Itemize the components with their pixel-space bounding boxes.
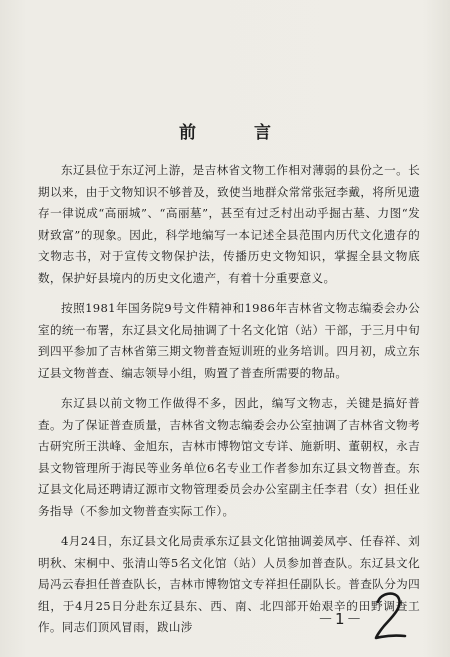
page-number: －1－ xyxy=(318,610,364,628)
paragraph-4: 4月24日，东辽县文化局责承东辽县文化馆抽调姜凤亭、任春祥、刘明秋、宋桐中、张清山等5名文化馆（站）人员参加普查队。东辽县文化局冯云春担任普查队长，吉林市博物馆文专祥担任副队长。普查队分为四组，于4月25日分赴东辽县东、西、南、北四部开始艰辛的田野调查工作。同志们顶风冒雨，跋山涉 xyxy=(38,534,420,634)
page-title: 前言 xyxy=(179,123,329,143)
paragraph-3: 东辽县以前文物工作做得不多，因此，编写文物志，关键是搞好普查。为了保证普查质量，吉林省文物志编委会办公室抽调了吉林省文物考古研究所王洪峰、金旭东，吉林市博物馆文专详、施新明、董朝权，永吉县文物管理所于海民等业务单位6名专业工作者参加东辽县文物普查。东辽县文化局还聘请辽源市文物管理委员会办公室副主任李君（女）担任业务指导（不参加文物普查实际工作）。 xyxy=(38,396,420,518)
body-text xyxy=(38,160,420,648)
paragraph-2: 按照1981年国务院9号文件精神和1986年吉林省文物志编委会办公室的统一布署，东辽县文化局抽调了十名文化馆（站）干部，于三月中旬到四平参加了吉林省第三期文物普查短训班的业务培训。四月初，成立东辽县文物普查、编志领导小组，购置了普查所需要的物品。 xyxy=(38,301,420,380)
paragraph-1: 东辽县位于东辽河上游，是吉林省文物工作相对薄弱的县份之一。长期以来，由于文物知识不够普及，致使当地群众常常张冠李戴，将所见遗存一律说成“高丽城”、“高丽墓”，甚至有过乏村出动乎掘古墓、力图“发财致富”的现象。因此，科学地编写一本记述全县范围内历代文化遗存的文物志书，对于宣传文物保护法，传播历史文物知识，掌握全县文物底数，保护好县境内的历史文化遗产，有着十分重要意义。 xyxy=(38,163,420,285)
handwritten-page-number xyxy=(372,590,408,642)
